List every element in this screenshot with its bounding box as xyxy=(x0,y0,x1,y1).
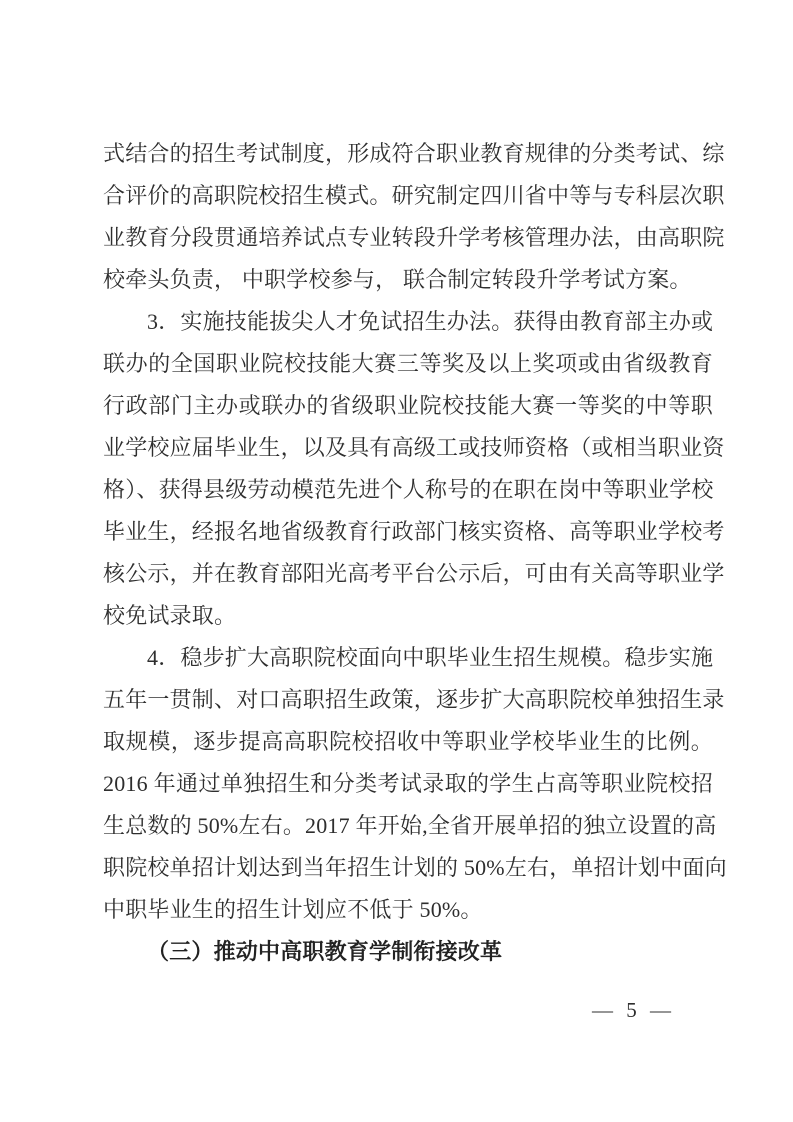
text-line: 业教育分段贯通培养试点专业转段升学考核管理办法，由高职院 xyxy=(103,225,725,250)
text-line: 格）、获得县级劳动模范先进个人称号的在职在岗中等职业学校 xyxy=(103,477,714,502)
text-line: 校牵头负责， 中职学校参与， 联合制定转段升学考试方案。 xyxy=(103,267,692,292)
text-line: 毕业生，经报名地省级教育行政部门核实资格、高等职业学校考 xyxy=(103,519,725,544)
text-line: 取规模，逐步提高高职院校招收中等职业学校毕业生的比例。 xyxy=(103,729,713,754)
text-line: 五年一贯制、对口高职招生政策，逐步扩大高职院校单独招生录 xyxy=(103,687,725,712)
text-line: 校免试录取。 xyxy=(103,603,237,628)
document-body xyxy=(103,133,727,973)
text-line: 3．实施技能拔尖人才免试招生办法。获得由教育部主办或 xyxy=(147,309,714,334)
text-line: 行政部门主办或联办的省级职业院校技能大赛一等奖的中等职 xyxy=(103,393,713,418)
text-line: 式结合的招生考试制度，形成符合职业教育规律的分类考试、综 xyxy=(103,141,725,166)
text-line: 合评价的高职院校招生模式。研究制定四川省中等与专科层次职 xyxy=(103,183,725,208)
text-line: 2016 年通过单独招生和分类考试录取的学生占高等职业院校招 xyxy=(103,771,713,796)
text-line: 联办的全国职业院校技能大赛三等奖及以上奖项或由省级教育 xyxy=(103,351,713,376)
section-heading: （三）推动中高职教育学制衔接改革 xyxy=(147,939,503,964)
text-line: 生总数的 50%左右。2017 年开始,全省开展单招的独立设置的高 xyxy=(103,813,717,838)
text-line: 职院校单招计划达到当年招生计划的 50%左右，单招计划中面向 xyxy=(103,855,727,880)
text-line: 4．稳步扩大高职院校面向中职毕业生招生规模。稳步实施 xyxy=(147,645,714,670)
page-number: — 5 — xyxy=(592,998,675,1022)
text-line: 核公示，并在教育部阳光高考平台公示后，可由有关高等职业学 xyxy=(103,561,725,586)
text-line: 中职毕业生的招生计划应不低于 50%。 xyxy=(103,897,483,922)
text-line: 业学校应届毕业生，以及具有高级工或技师资格（或相当职业资 xyxy=(103,435,725,460)
